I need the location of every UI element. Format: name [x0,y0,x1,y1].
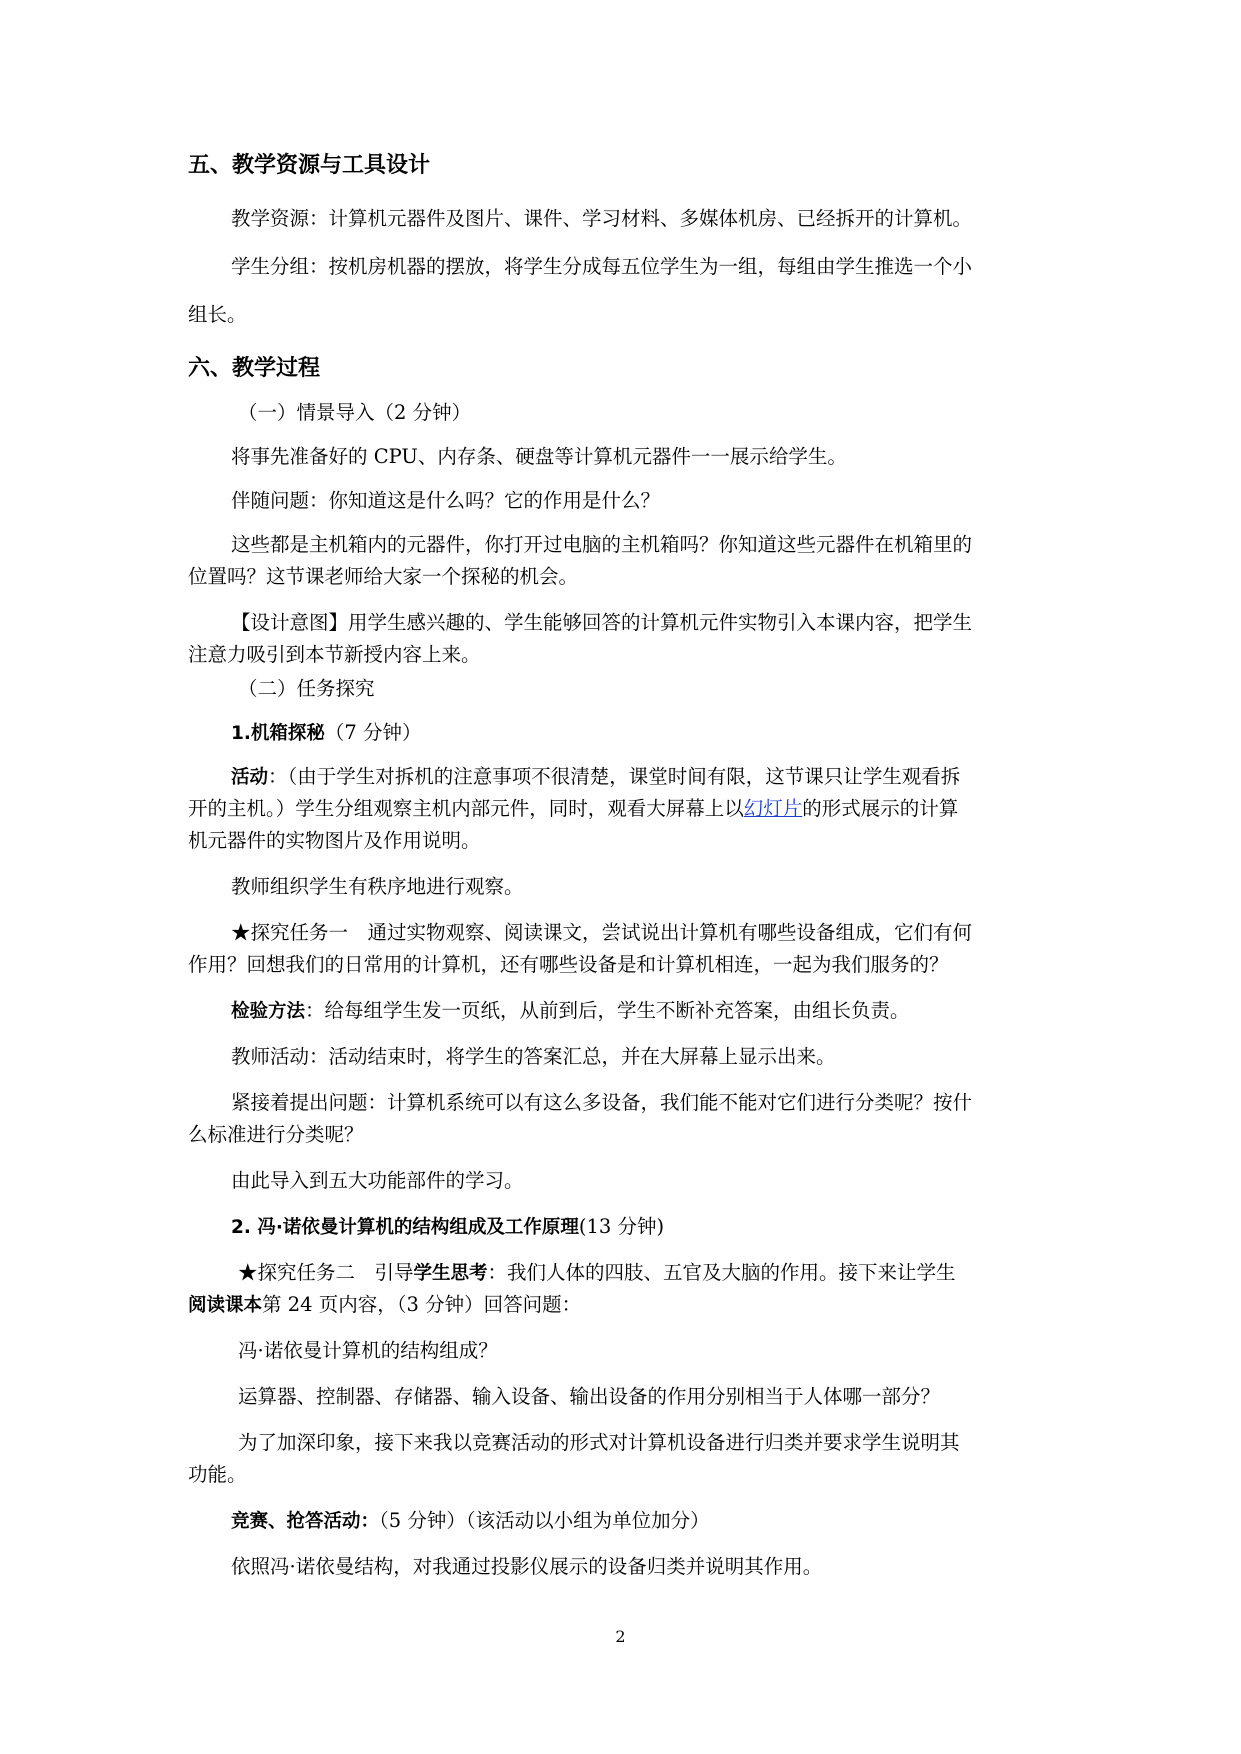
check-method-paragraph [231,998,1101,1025]
activity-text-2: 开的主机。）学生分组观察主机内部元件，同时，观看大屏幕上以 [188,797,744,820]
item-1-title-duration: （7 分钟） [324,721,422,744]
task-1-line-2: 作用？回想我们的日常用的计算机，还有哪些设备是和计算机相连，一起为我们服务的？ [188,953,949,976]
intro-paragraph-3-line-1: 这些都是主机箱内的元器件，你打开过电脑的主机箱吗？你知道这些元器件在机箱里的 [231,533,973,556]
task-2-line-2 [188,1292,1058,1319]
activity-line-2 [188,796,1058,822]
design-intent-line-2: 注意力吸引到本节新授内容上来。 [188,643,481,666]
teacher-activity-paragraph: 教师活动：活动结束时，将学生的答案汇总，并在大屏幕上显示出来。 [231,1045,836,1068]
item-1-title [231,720,1101,747]
task-2-bold-read: 阅读课本 [188,1295,263,1316]
contest-text: （5 分钟）（该活动以小组为单位加分） [379,1509,710,1532]
intro-paragraph-3-line-2: 位置吗？这节课老师给大家一个探秘的机会。 [188,565,579,588]
contest-paragraph [231,1508,1101,1535]
resources-paragraph: 教学资源：计算机元器件及图片、课件、学习材料、多媒体机房、已经拆开的计算机。 [231,207,973,230]
section-6-heading: 六、教学过程 [188,356,321,381]
question-components: 运算器、控制器、存储器、输入设备、输出设备的作用分别相当于人体哪一部分？ [238,1385,941,1408]
task-2-text-b: ：我们人体的四肢、五官及大脑的作用。接下来让学生 [487,1261,956,1284]
check-method-label: 检验方法 [231,1001,306,1022]
part-2-heading: （二）任务探究 [238,677,375,700]
contest-label: 竞赛、抢答活动： [231,1511,380,1532]
deepen-line-2: 功能。 [188,1463,247,1486]
check-method-text: ：给每组学生发一页纸，从前到后，学生不断补充答案，由组长负责。 [305,999,910,1022]
task-2-line-1 [238,1260,1108,1287]
question-line-1: 紧接着提出问题：计算机系统可以有这么多设备，我们能不能对它们进行分类呢？按什 [231,1091,973,1114]
question-line-2: 么标准进行分类呢？ [188,1123,364,1146]
activity-line-1 [231,764,1101,791]
teacher-organize-paragraph: 教师组织学生有秩序地进行观察。 [231,875,524,898]
part-1-heading: （一）情景导入（2 分钟） [238,401,472,424]
question-structure: 冯·诺依曼计算机的结构组成？ [238,1339,498,1362]
activity-text-1: ：（由于学生对拆机的注意事项不很清楚，课堂时间有限，这节课只让学生观看拆 [268,765,961,788]
activity-line-3: 机元器件的实物图片及作用说明。 [188,829,481,852]
item-2-title [231,1214,1101,1241]
task-2-text-c: 第 24 页内容，（3 分钟）回答问题： [262,1293,582,1316]
task-2-text-a: ★探究任务二 引导 [238,1261,414,1284]
contest-description: 依照冯·诺依曼结构，对我通过投影仪展示的设备归类并说明其作用。 [231,1555,823,1578]
activity-text-2-rest: 的形式展示的计算 [802,797,959,820]
item-2-title-duration: (13 分钟) [578,1215,665,1238]
task-2-bold-think: 学生思考 [413,1263,488,1284]
intro-paragraph-2: 伴随问题：你知道这是什么吗？它的作用是什么？ [231,489,661,512]
design-intent-line-1: 【设计意图】用学生感兴趣的、学生能够回答的计算机元件实物引入本课内容，把学生 [231,611,973,634]
item-2-title-bold: 2. 冯·诺依曼计算机的结构组成及工作原理 [231,1217,579,1238]
intro-paragraph-1: 将事先准备好的 CPU、内存条、硬盘等计算机元器件一一展示给学生。 [231,445,847,468]
activity-label: 活动 [231,767,269,788]
grouping-paragraph-line-2: 组长。 [188,303,247,326]
grouping-paragraph-line-1: 学生分组：按机房机器的摆放，将学生分成每五位学生为一组，每组由学生推选一个小 [231,255,973,278]
task-1-line-1: ★探究任务一 通过实物观察、阅读课文，尝试说出计算机有哪些设备组成，它们有何 [231,921,973,944]
lead-in-paragraph: 由此导入到五大功能部件的学习。 [231,1169,524,1192]
page-number: 2 [615,1627,626,1646]
section-5-heading: 五、教学资源与工具设计 [188,153,431,178]
deepen-line-1: 为了加深印象，接下来我以竞赛活动的形式对计算机设备进行归类并要求学生说明其 [238,1431,960,1454]
item-1-title-bold: 1.机箱探秘 [231,723,325,744]
slideshow-link[interactable]: 幻灯片 [743,797,803,820]
